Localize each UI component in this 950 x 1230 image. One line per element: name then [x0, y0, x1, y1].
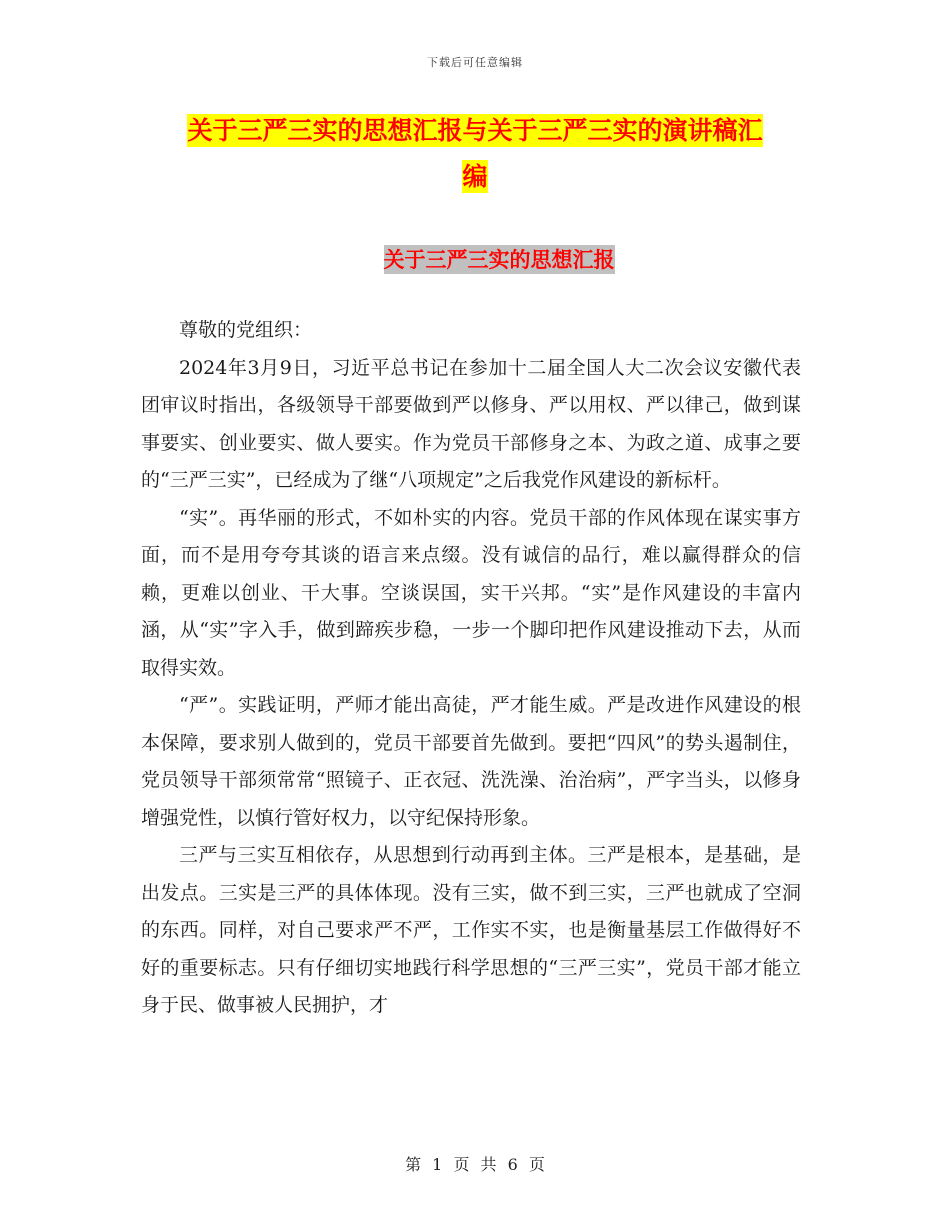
document-title [140, 108, 810, 200]
body-paragraph: 2024年3月9日，习近平总书记在参加十二届全国人大二次会议安徽代表团审议时指出，各级领导干部要做到严以修身、严以用权、严以律己，做到谋事要实、创业要实、做人要实。作为党员干部修身之本、为政之道、成事之要的“三严三实”，已经成为了继“八项规定”之后我党作风建设的新标杆。 [141, 356, 801, 491]
page-footer: 第 1 页 共 6 页 [405, 1155, 545, 1174]
section-title-text: 关于三严三实的思想汇报 [383, 247, 615, 272]
salutation: 尊敬的党组织： [179, 319, 313, 341]
body-paragraph: “实”。再华丽的形式，不如朴实的内容。党员干部的作风体现在谋实事方面，而不是用夸夸其谈的语言来点缀。没有诚信的品行，难以赢得群众的信赖，更难以创业、干大事。空谈误国，实干兴邦。“实”是作风建设的丰富内涵，从“实”字入手，做到蹄疾步稳，一步一个脚印把作风建设推动下去，从而取得实效。 [141, 506, 801, 679]
body-paragraph: “严”。实践证明，严师才能出高徒，严才能生威。严是改进作风建设的根本保障，要求别人做到的，党员干部要首先做到。要把“四风”的势头遏制住，党员领导干部须常常“照镜子、正衣冠、洗洗澡、治治病”，严字当头，以修身增强党性，以慎行管好权力，以守纪保持形象。 [141, 694, 801, 829]
section-title [0, 244, 950, 274]
page-header-note: 下载后可任意编辑 [427, 56, 523, 69]
document-title-line-2: 编 [462, 162, 488, 191]
body-paragraph: 三严与三实互相依存，从思想到行动再到主体。三严是根本，是基础，是出发点。三实是三严的具体体现。没有三实，做不到三实，三严也就成了空洞的东西。同样，对自己要求严不严，工作实不实，也是衡量基层工作做得好不好的重要标志。只有仔细切实地践行科学思想的“三严三实”，党员干部才能立身于民、做事被人民拥护，才 [141, 844, 801, 1016]
document-body [141, 312, 801, 1025]
document-title-line-1: 关于三严三实的思想汇报与关于三严三实的演讲稿汇 [187, 116, 763, 145]
